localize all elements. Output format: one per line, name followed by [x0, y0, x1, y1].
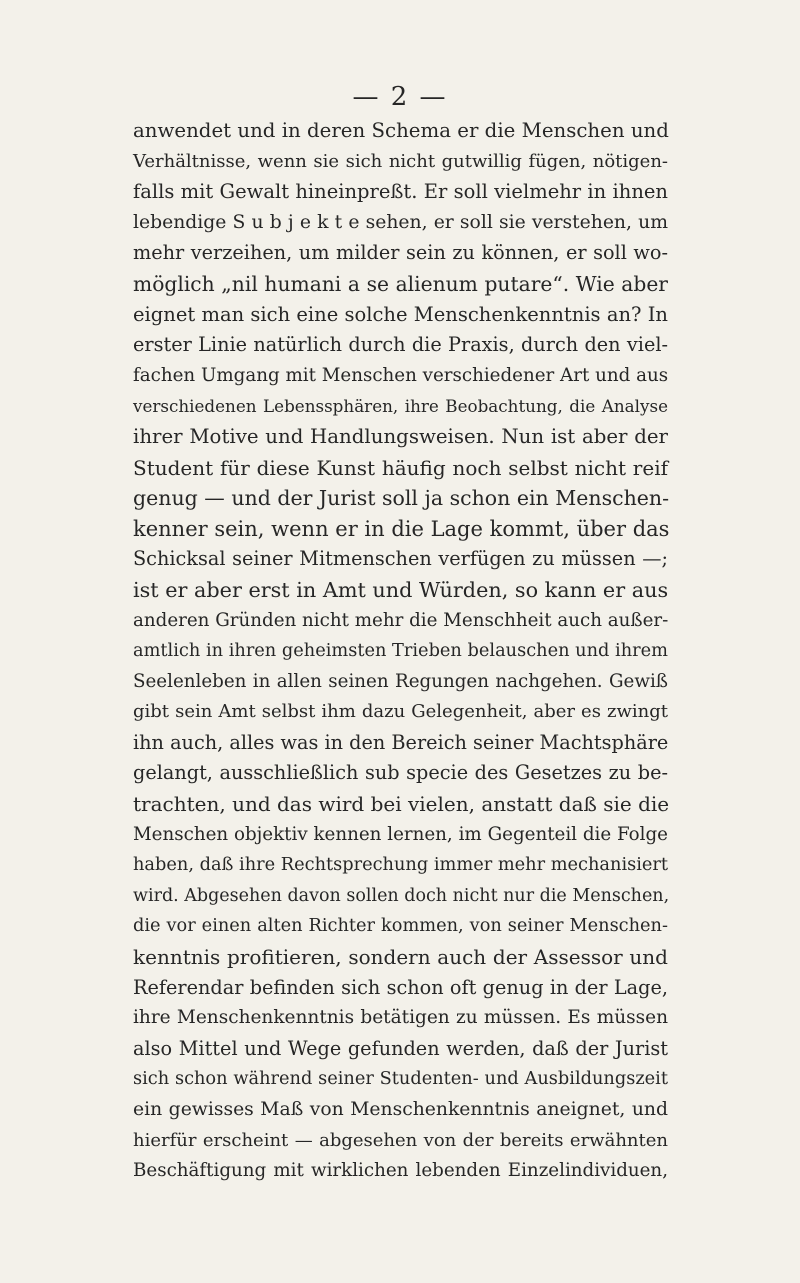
text-line: trachten, und das wird bei vielen, anstatt daß sie die: [133, 792, 670, 817]
text-line: falls mit Gewalt hineinpreßt. Er soll vielmehr in ihnen: [133, 180, 668, 204]
text-line: anderen Gründen nicht mehr die Menschheit auch außer-: [133, 609, 669, 631]
text-line: Beschäftigung mit wirklichen lebenden Einzelindividuen,: [133, 1160, 668, 1182]
text-line: ein gewisses Maß von Menschenkenntnis aneignet, und: [133, 1099, 668, 1120]
text-line: ihre Menschenkenntnis betätigen zu müssen. Es müssen: [133, 1007, 668, 1029]
text-line: verschiedenen Lebenssphären, ihre Beobachtung, die Analyse: [133, 396, 668, 417]
text-line: eignet man sich eine solche Menschenkenntnis an? In: [133, 302, 668, 326]
text-line: mehr verzeihen, um milder sein zu können, er soll wo-: [133, 241, 668, 265]
text-line: Menschen objektiv kennen lernen, im Gegenteil die Folge: [133, 823, 668, 845]
page-number: — 2 —: [352, 82, 448, 112]
text-line: die vor einen alten Richter kommen, von seiner Menschen-: [133, 916, 668, 937]
text-line: fachen Umgang mit Menschen verschiedener Art und aus: [133, 364, 669, 386]
text-line: gelangt, ausschließlich sub specie des Gesetzes zu be-: [133, 761, 668, 785]
text-line: möglich „nil humani a se alienum putare“. Wie aber: [133, 271, 668, 296]
text-line: wird. Abgesehen davon sollen doch nicht nur die Menschen,: [133, 885, 670, 906]
text-line: kenner sein, wenn er in die Lage kommt, über das: [133, 516, 670, 541]
text-line: Student für diese Kunst häufig noch selbst nicht reif: [133, 455, 668, 480]
body-text: [133, 116, 668, 1187]
text-line: sich schon während seiner Studenten- und Ausbildungszeit: [133, 1069, 668, 1090]
text-line: haben, daß ihre Rechtsprechung immer mehr mechanisiert: [133, 855, 669, 876]
text-line: Referendar befinden sich schon oft genug in der Lage,: [133, 975, 668, 999]
text-line: gibt sein Amt selbst ihm dazu Gelegenheit, aber es zwingt: [133, 701, 668, 723]
text-line: also Mittel und Wege gefunden werden, daß der Jurist: [133, 1036, 668, 1060]
text-line: Schicksal seiner Mitmenschen verfügen zu müssen —;: [133, 547, 668, 571]
text-line: ihrer Motive und Handlungsweisen. Nun ist aber der: [133, 424, 668, 448]
text-line: ihn auch, alles was in den Bereich seiner Machtsphäre: [133, 730, 669, 754]
text-line: hierfür erscheint — abgesehen von der bereits erwähnten: [133, 1129, 668, 1151]
text-line: erster Linie natürlich durch die Praxis, durch den viel-: [133, 333, 668, 357]
text-line: kenntnis profitieren, sondern auch der Assessor und: [133, 945, 668, 970]
text-line: Seelenleben in allen seinen Regungen nachgehen. Gewiß: [133, 670, 668, 692]
text-line: anwendet und in deren Schema er die Menschen und: [133, 119, 669, 142]
text-line: genug — und der Jurist soll ja schon ein Menschen-: [133, 486, 670, 511]
text-line: lebendige S u b j e k t e sehen, er soll sie verstehen, um: [133, 211, 668, 233]
text-line: ist er aber erst in Amt und Würden, so kann er aus: [133, 577, 669, 602]
text-line: amtlich in ihren geheimsten Trieben belauschen und ihrem: [133, 641, 668, 662]
text-line: Verhältnisse, wenn sie sich nicht gutwillig fügen, nötigen-: [133, 150, 668, 172]
